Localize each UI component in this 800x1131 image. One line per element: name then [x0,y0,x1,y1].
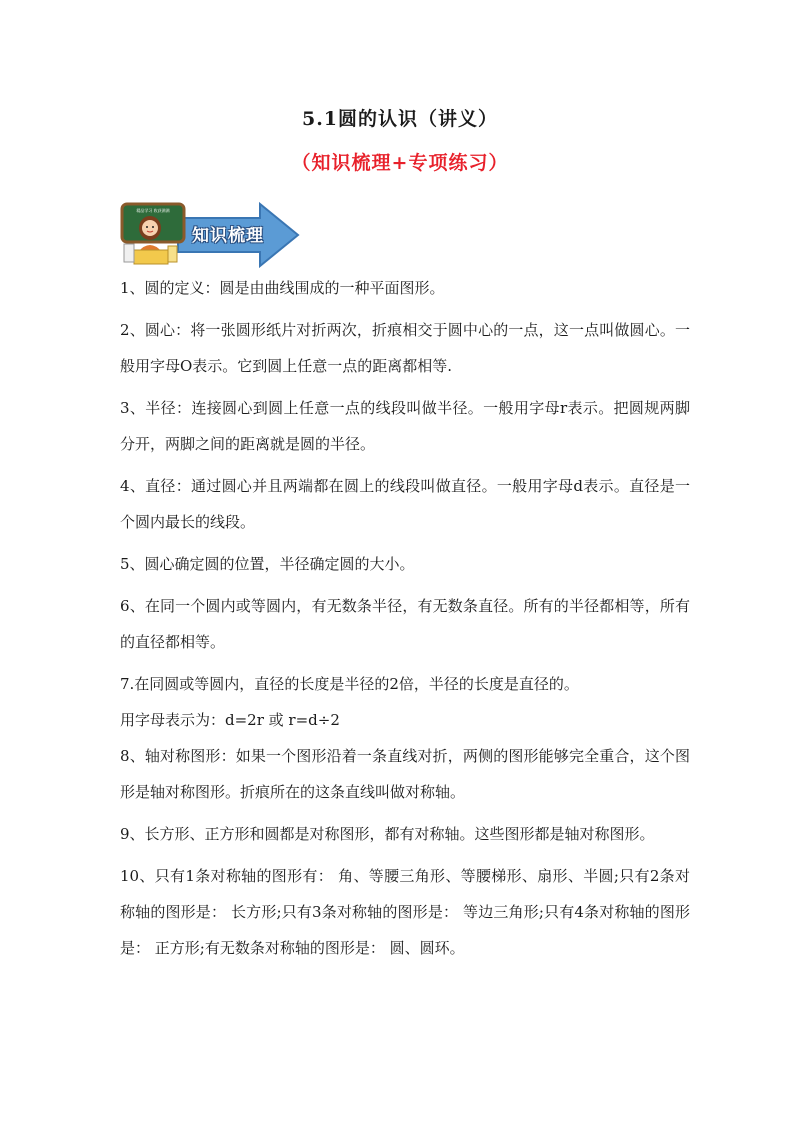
page-subtitle: （知识梳理+专项练习） [291,152,509,174]
list-item: 6、在同一个圆内或等圆内，有无数条半径，有无数条直径。所有的半径都相等，所有的直径都相等。 [120,597,690,651]
list-item: 2、圆心：将一张圆形纸片对折两次，折痕相交于圆中心的一点，这一点叫做圆心。一般用字母O表示。它到圆上任意一点的距离都相等. [120,321,690,375]
list-item: 用字母表示为：d=2r 或 r=d÷2 [120,711,340,729]
list-item: 5、圆心确定圆的位置，半径确定圆的大小。 [120,555,415,573]
list-item: 4、直径：通过圆心并且两端都在圆上的线段叫做直径。一般用字母d表示。直径是一个圆内最长的线段。 [120,477,690,531]
knowledge-list [120,270,690,966]
list-item: 3、半径：连接圆心到圆上任意一点的线段叫做半径。一般用字母r表示。把圆规两脚分开，两脚之间的距离就是圆的半径。 [120,399,690,453]
list-item: 1、圆的定义：圆是由曲线围成的一种平面图形。 [120,279,445,297]
list-item: 7.在同圆或等圆内，直径的长度是半径的2倍，半径的长度是直径的。 [120,675,579,693]
banner-badge-text: 精品学习 收获满满 [136,208,170,213]
list-item: 9、长方形、正方形和圆都是对称图形，都有对称轴。这些图形都是轴对称图形。 [120,825,655,843]
list-item: 8、轴对称图形：如果一个图形沿着一条直线对折，两侧的图形能够完全重合，这个图形是轴对称图形。折痕所在的这条直线叫做对称轴。 [120,747,690,801]
list-item: 10、只有1条对称轴的图形有： 角、等腰三角形、等腰梯形、扇形、半圆;只有2条对称轴的图形是： 长方形;只有3条对称轴的图形是： 等边三角形;只有4条对称轴的图形是： 正方形;有无数条对称轴的图形是： 圆、圆环。 [120,867,690,957]
page-title: 5.1圆的认识（讲义） [301,108,499,130]
banner-label: 知识梳理 [192,226,264,246]
